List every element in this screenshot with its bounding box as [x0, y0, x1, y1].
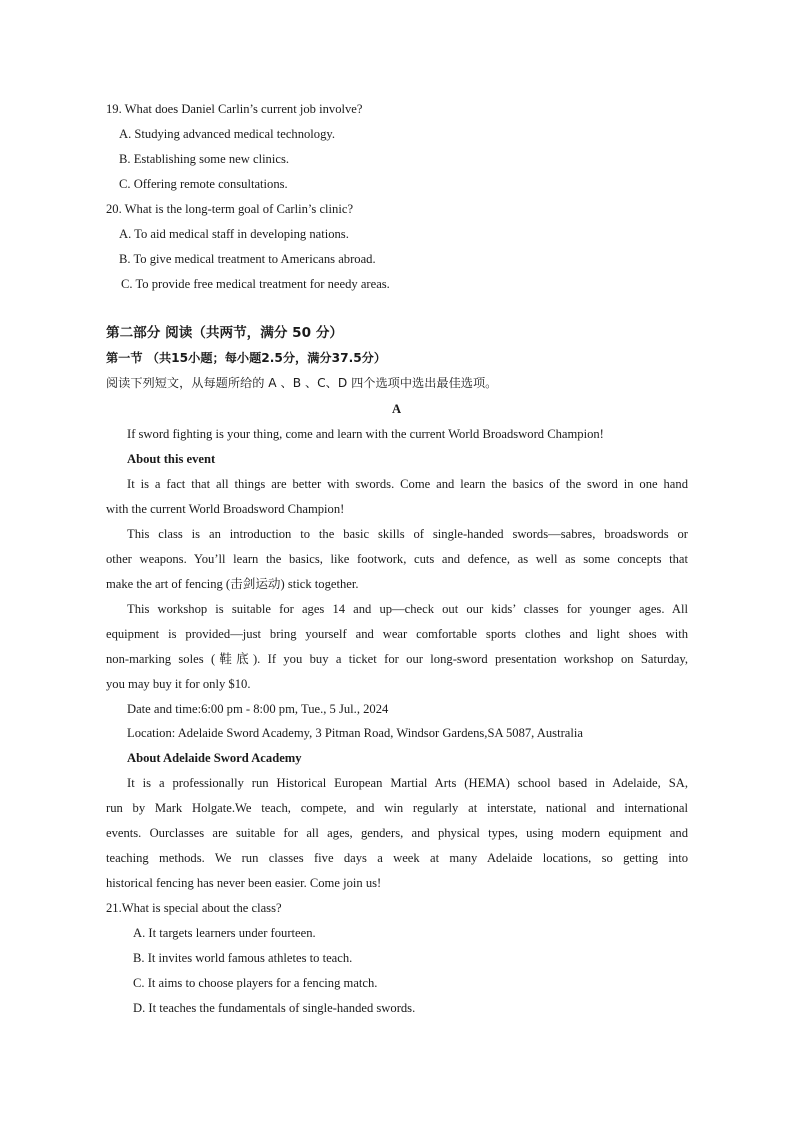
p1-line1: It is a fact that all things are better with swords. Come and learn the basics of the sword in one hand [127, 477, 688, 491]
about-academy-title: About Adelaide Sword Academy [127, 751, 302, 765]
q20-option-a: A. To aid medical staff in developing nations. [119, 227, 349, 241]
p3-line3: non-marking soles (鞋底). If you buy a ticket for our long-sword presentation workshop on Saturday, [106, 652, 688, 666]
p3-line2: equipment is provided—just bring yourself and wear comfortable sports clothes and light shoes with [106, 627, 688, 641]
p2-line2: other weapons. You’ll learn the basics, like footwork, cuts and defence, as well as some concepts that [106, 552, 688, 566]
event-datetime: Date and time:6:00 pm - 8:00 pm, Tue., 5 Jul., 2024 [127, 702, 389, 716]
passage-intro: If sword fighting is your thing, come and learn with the current World Broadsword Champion! [127, 427, 604, 441]
passage-letter: A [392, 402, 402, 416]
p2-line1: This class is an introduction to the basic skills of single-handed swords—sabres, broadswords or [127, 527, 688, 541]
p4-line3: events. Ourclasses are suitable for all ages, genders, and physical types, using modern equipment and [106, 826, 688, 840]
q20-option-b: B. To give medical treatment to Americans abroad. [119, 252, 376, 266]
p3-line1: This workshop is suitable for ages 14 and up—check out our kids’ classes for younger ages. All [127, 602, 688, 616]
q19-option-c: C. Offering remote consultations. [119, 177, 288, 191]
p1-line2: with the current World Broadsword Champion! [106, 502, 345, 516]
reading-instructions: 阅读下列短文，从每题所给的 A 、B 、C、D 四个选项中选出最佳选项。 [106, 376, 498, 390]
p4-line1: It is a professionally run Historical European Martial Arts (HEMA) school based in Adelaide, SA, [127, 776, 688, 790]
q20-option-c: C. To provide free medical treatment for needy areas. [121, 277, 390, 291]
p2-line3: make the art of fencing (击剑运动) stick together. [106, 577, 359, 591]
q21-option-d: D. It teaches the fundamentals of single-handed swords. [133, 1001, 416, 1015]
q19-stem: 19. What does Daniel Carlin’s current job involve? [106, 102, 363, 116]
about-event-title: About this event [127, 452, 216, 466]
q21-option-b: B. It invites world famous athletes to teach. [133, 951, 353, 965]
q19-option-a: A. Studying advanced medical technology. [119, 127, 336, 141]
q21-stem: 21.What is special about the class? [106, 901, 282, 915]
section1-heading: 第一节 （共15小题；每小题2.5分，满分37.5分） [106, 351, 387, 365]
q20-stem: 20. What is the long-term goal of Carlin’s clinic? [106, 202, 354, 216]
p3-line4: you may buy it for only $10. [106, 677, 251, 691]
part2-heading: 第二部分 阅读（共两节，满分 50 分） [106, 325, 344, 341]
q21-option-a: A. It targets learners under fourteen. [133, 926, 316, 940]
p4-line5: historical fencing has never been easier. Come join us! [106, 876, 382, 890]
q21-option-c: C. It aims to choose players for a fencing match. [133, 976, 378, 990]
q19-option-b: B. Establishing some new clinics. [119, 152, 289, 166]
p4-line2: run by Mark Holgate.We teach, compete, and win regularly at interstate, national and international [106, 801, 688, 815]
event-location: Location: Adelaide Sword Academy, 3 Pitman Road, Windsor Gardens,SA 5087, Australia [127, 726, 583, 740]
p4-line4: teaching methods. We run classes five days a week at many Adelaide locations, so getting into [106, 851, 688, 865]
